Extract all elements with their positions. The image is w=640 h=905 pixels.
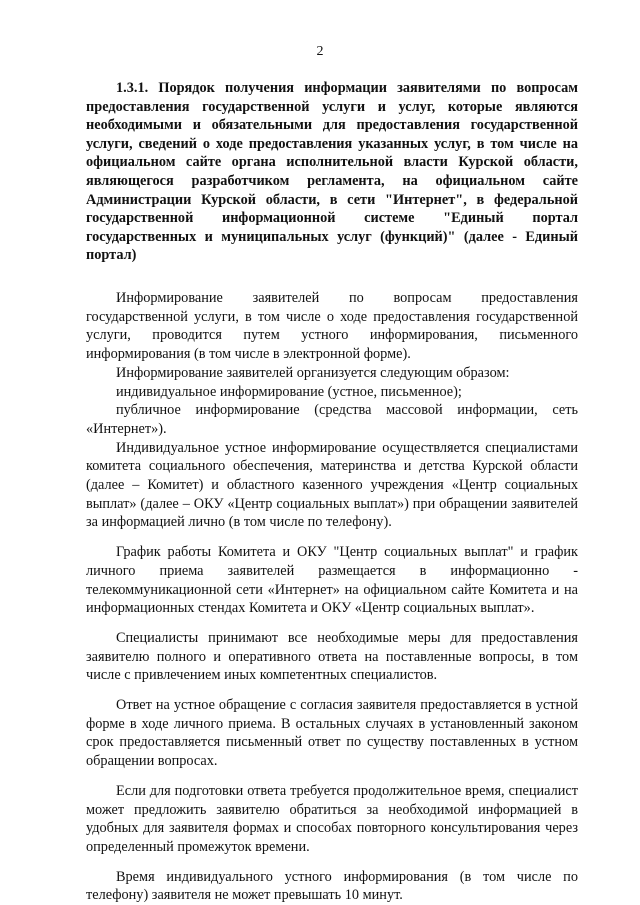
paragraph: индивидуальное информирование (устное, письменное); (116, 383, 462, 400)
paragraph: График работы Комитета и ОКУ "Центр социальных выплат" и график личного приема заявителей размещается в информационно - телекоммуникационной сети «Интернет» на официальном сайте Комитета и на информационных стендах Комитета и ОКУ «Центр социальных выплат». (86, 544, 578, 617)
paragraph: Время индивидуального устного информирования (в том числе по телефону) заявителя не может превышать 10 минут. (86, 868, 578, 904)
section-heading: 1.3.1. Порядок получения информации заявителями по вопросам предоставления государственной услуги и услуг, которые являются необходимыми и обязательными для предоставления государственной услуги, сведений о ходе предоставления указанных услуг, в том числе на официальном сайте органа исполнительной власти Курской области, являющегося разработчиком регламента, на официальном сайте Администрации Курской области, в сети "Интернет", в федеральной государственной информационной системе "Единый портал государственных и муниципальных услуг (функций)" (далее - Единый портал) (86, 80, 578, 264)
paragraph: Информирование заявителей организуется следующим образом: (116, 364, 510, 381)
paragraph: Специалисты принимают все необходимые меры для предоставления заявителю полного и оперативного ответа на поставленные вопросы, в том числе с привлечением иных компетентных специалистов. (86, 629, 578, 684)
paragraph: Информирование заявителей по вопросам предоставления государственной услуги, в том числе о ходе предоставления государственной услуги, проводится путем устного информирования, письменного информирования (в том числе в электронной форме). (86, 290, 578, 363)
paragraph: Индивидуальное устное информирование осуществляется специалистами комитета социального обеспечения, материнства и детства Курской области (далее – Комитет) и областного казенного учреждения «Центр социальных выплат» (далее – ОКУ «Центр социальных выплат») при обращении заявителей за информацией лично (в том числе по телефону). (86, 439, 578, 531)
paragraph: Если для подготовки ответа требуется продолжительное время, специалист может предложить заявителю обратиться за необходимой информацией в удобных для заявителя формах и способах повторного консультирования через определенный промежуток времени. (86, 782, 578, 855)
paragraph: Ответ на устное обращение с согласия заявителя предоставляется в устной форме в ходе личного приема. В остальных случаях в установленный законом срок предоставляется письменный ответ по существу поставленных в устном обращении вопросах. (86, 697, 578, 770)
document-body (86, 289, 578, 905)
page-number: 2 (316, 44, 324, 59)
paragraph: публичное информирование (средства массовой информации, сеть «Интернет»). (86, 402, 578, 437)
